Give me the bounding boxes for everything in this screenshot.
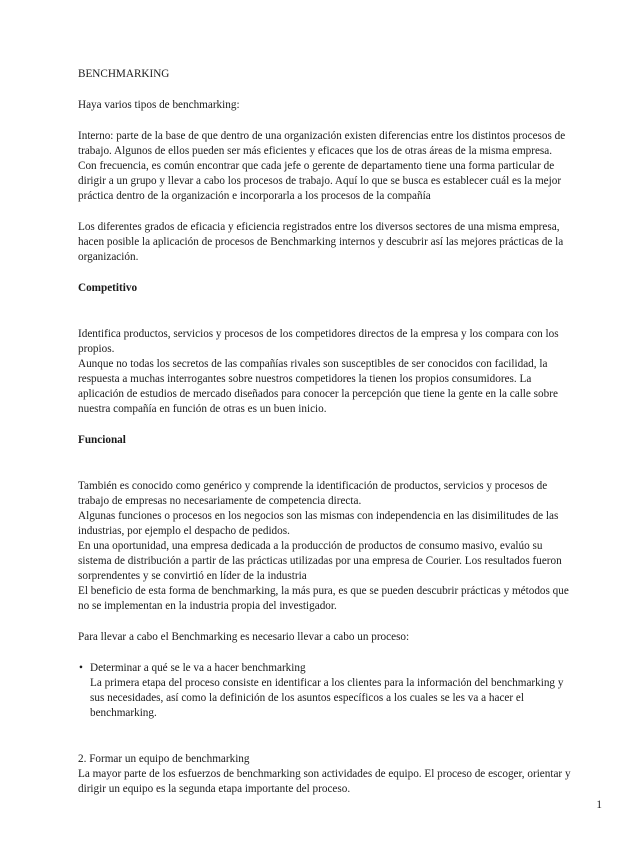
text-line: 2. Formar un equipo de benchmarking: [78, 753, 250, 765]
process-steps-list: [78, 661, 606, 721]
text-line: nuestra compañía en función de otras es un buen inicio.: [78, 403, 327, 415]
text-line: La primera etapa del proceso consiste en identificar a los clientes para la información del benchmarking y: [90, 677, 564, 689]
grados-paragraph: [78, 220, 606, 265]
text-line: La mayor parte de los esfuerzos de benchmarking son actividades de equipo. El proceso de escoger, orientar y: [78, 768, 571, 780]
text-line: Los diferentes grados de eficacia y eficiencia registrados entre los diversos sectores de una misma empresa,: [78, 221, 560, 233]
text-line: trabajo de empresas no necesariamente de competencia directa.: [78, 495, 362, 507]
funcional-paragraph: [78, 479, 606, 614]
text-line: hacen posible la aplicación de procesos de Benchmarking internos y descubrir así las mejores prácticas de la: [78, 236, 564, 248]
text-line: trabajo. Algunos de ellos pueden ser más eficientes y eficaces que los de otras áreas de la misma empresa.: [78, 145, 553, 157]
text-line: Interno: parte de la base de que dentro de una organización existen diferencias entre los distintos procesos de: [78, 130, 566, 142]
text-line: Determinar a qué se le va a hacer benchmarking: [90, 662, 306, 674]
text-line: Con frecuencia, es común encontrar que cada jefe o gerente de departamento tiene una forma particular de: [78, 160, 555, 172]
text-line: En una oportunidad, una empresa dedicada a la producción de productos de consumo masivo, evalúo su: [78, 540, 543, 552]
text-line: sistema de distribución a partir de las prácticas utilizadas por una empresa de Courier. Los resultados fueron: [78, 555, 562, 567]
funcional-heading: Funcional: [78, 434, 126, 446]
text-line: industrias, por ejemplo el despacho de pedidos.: [78, 525, 290, 537]
text-line: propios.: [78, 343, 115, 355]
text-line: práctica dentro de la organización e incorporarla a los procesos de la compañía: [78, 190, 431, 202]
text-line: También es conocido como genérico y comprende la identificación de productos, servicios y procesos de: [78, 480, 548, 492]
bullet-icon: •: [79, 662, 83, 674]
text-line: El beneficio de esta forma de benchmarking, la más pura, es que se pueden descubrir prácticas y métodos que: [78, 585, 569, 597]
text-line: Algunas funciones o procesos en los negocios son las mismas con independencia en las disimilitudes de las: [78, 510, 559, 522]
text-line: sus necesidades, así como la definición de los asuntos específicos a los cuales se les va a hacer el: [90, 692, 524, 704]
text-line: respuesta a muchas interrogantes sobre nuestros competidores la tienen los propios consumidores. La: [78, 373, 532, 385]
intro-paragraph: Haya varios tipos de benchmarking:: [78, 99, 240, 111]
competitivo-heading: Competitivo: [78, 282, 138, 294]
text-line: aplicación de estudios de mercado diseñados para conocer la percepción que tiene la gente en la calle sobre: [78, 388, 558, 400]
proceso-intro: Para llevar a cabo el Benchmarking es necesario llevar a cabo un proceso:: [78, 631, 410, 643]
step-2-paragraph: [78, 752, 606, 797]
text-line: Identifica productos, servicios y procesos de los competidores directos de la empresa y los compara con los: [78, 328, 559, 340]
text-line: dirigir a un grupo y llevar a cabo los procesos de trabajo. Aquí lo que se busca es establecer cuál es la mejor: [78, 175, 562, 187]
text-line: benchmarking.: [90, 707, 157, 719]
list-item: [78, 661, 606, 721]
text-line: dirigir un equipo es la segunda etapa importante del proceso.: [78, 783, 351, 795]
competitivo-paragraph: [78, 327, 606, 417]
text-line: Aunque no todas los secretos de las compañías rivales son susceptibles de ser conocidos con facilidad, la: [78, 358, 548, 370]
text-line: no se implementan en la industria propia del investigador.: [78, 600, 337, 612]
interno-paragraph: [78, 129, 606, 204]
page-number: 1: [596, 799, 602, 811]
document-page: [78, 67, 606, 813]
text-line: sorprendentes y se convirtió en líder de la industria: [78, 570, 307, 582]
text-line: organización.: [78, 251, 139, 263]
document-title: BENCHMARKING: [78, 68, 170, 80]
